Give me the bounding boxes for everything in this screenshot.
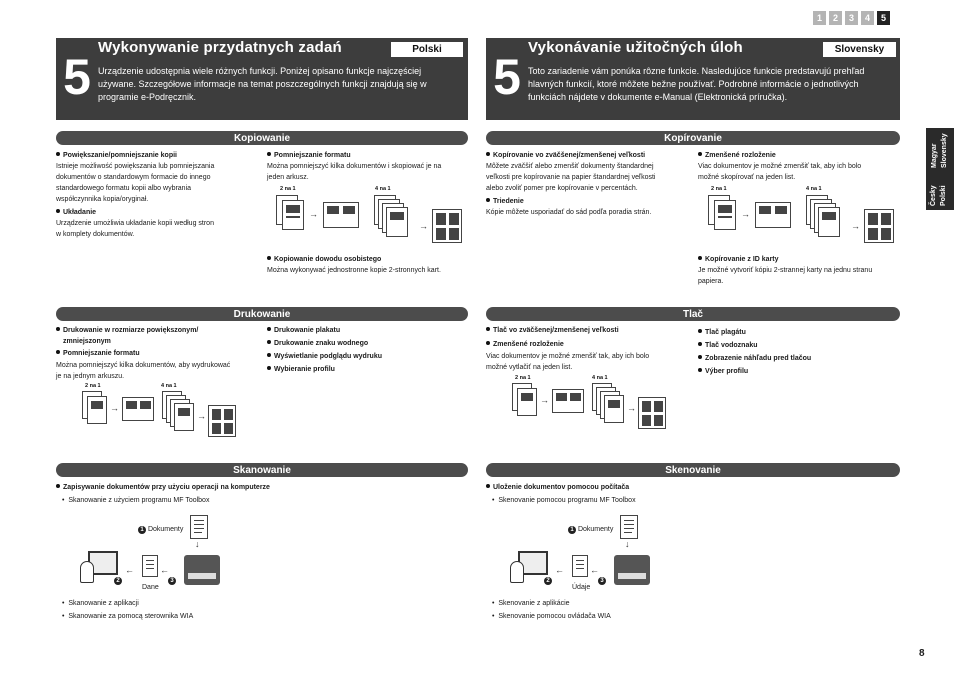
sk-scan-feature-1: Uloženie dokumentov pomocou počítača [486,482,629,493]
pl-copy-feature-4-desc: Można wykonywać jednostronne kopie 2-stronnych kart. [267,267,441,274]
pl-print-4in1-label: 4 na 1 [161,383,177,389]
pl-copy-feature-4: Kopiowanie dowodu osobistego [267,254,381,265]
sk-copy-feature-1-desc: Môžete zväčšiť alebo zmenšiť dokumenty štandardnej veľkosti pre kopírovanie na papier štandardnej veľkosti alebo zvoliť pomer pre kopírovanie v percentách. [486,163,656,192]
pl-copy-feature-2: Układanie [56,207,96,218]
pl-description: Urządzenie udostępnia wiele różnych funkcji. Poniżej opisano funkcje najczęściej używane. Szczegółowe informacje na temat poszczególnych funkcji znajdują się w programie e-Podręcznik. [98,66,427,102]
pl-scan-feature-1: Zapisywanie dokumentów przy użyciu operacji na komputerze [56,482,270,493]
pl-copy-feature-2-desc: Urządzenie umożliwia układanie kopii według stron w komplety dokumentów. [56,220,214,238]
pl-print-profile: Wybieranie profilu [267,364,382,375]
sk-scan-user-icon [510,561,524,583]
pl-copy-section-bar: Kopiowanie [56,131,468,145]
pl-copy-2in1-label: 2 na 1 [280,186,296,192]
pl-scan-document-icon [190,515,208,539]
sk-print-feature-2-desc: Viac dokumentov je možné zmenšiť tak, aby ich bolo možné vytlačiť na jeden list. [486,353,650,371]
pl-print-feature-1: Drukowanie w rozmiarze powiększonym/ zmniejszonym [56,325,198,347]
page-3-tab[interactable]: 3 [845,11,858,25]
language-side-tab [926,128,954,210]
pl-copy-4in1-label: 4 na 1 [375,186,391,192]
sk-scan-sub-2: • Skenovanie z aplikácie [492,600,570,607]
pl-print-preview: Wyświetlanie podglądu wydruku [267,351,382,362]
sk-step-number: 5 [493,49,521,105]
pl-copy-feature-1-desc: Istnieje możliwość powiększania lub pomniejszania dokumentów o standardowym formacie do innego standardowego formatu kopii albo wybrania współczynnika kopia/oryginał. [56,163,215,203]
sk-print-feature-list [698,327,811,377]
sk-title: Vykonávanie užitočných úloh [528,39,743,56]
sk-header [486,38,900,120]
page-number: 8 [919,648,925,659]
sk-print-poster: Tlač plagátu [698,327,811,338]
pl-scan-step-2: 2 [114,577,122,585]
sk-print-4in1-label: 4 na 1 [592,375,608,381]
sk-scan-printer-icon [614,555,650,585]
pl-scan-data-icon [142,555,158,577]
side-lang-hu-sk: Magyar Slovensky [931,133,948,168]
pl-scan-sub-1: • Skanowanie z użyciem programu MF Toolbox [62,497,210,504]
pl-print-feature-2-desc: Można pomniejszyć kilka dokumentów, aby wydrukować je na jednym arkuszu. [56,362,231,380]
pl-print-watermark: Drukowanie znaku wodnego [267,338,382,349]
sk-print-profile: Výber profilu [698,366,811,377]
pl-print-nup-illustration: → → [82,391,242,441]
sk-copy-feature-4-desc: Je možné vytvoriť kópiu 2-strannej karty na jednu stranu papiera. [698,267,873,285]
sk-print-watermark: Tlač vodoznaku [698,340,811,351]
pl-header [56,38,468,120]
sk-copy-section-bar: Kopírovanie [486,131,900,145]
pl-scan-illustration: 1 Dokumenty ↓ 2 ← Dane ← 3 [80,515,240,595]
pl-copy-feature-3: Pomniejszanie formatu [267,150,351,161]
pl-scan-user-icon [80,561,94,583]
pl-scan-documents-label: 1 Dokumenty [138,524,183,535]
sk-copy-feature-3: Zmenšené rozloženie [698,150,776,161]
sk-print-section-bar: Tlač [486,307,900,321]
sk-scan-section-bar: Skenovanie [486,463,900,477]
side-lang-cs-pl: Česky Polski [930,185,947,206]
sk-copy-feature-2: Triedenie [486,196,524,207]
pl-print-feature-2: Pomniejszanie formatu [56,348,140,359]
sk-scan-illustration: 1 Dokumenty ↓ 2 ← Údaje ← 3 [510,515,670,595]
sk-print-2in1-label: 2 na 1 [515,375,531,381]
sk-scan-data-icon [572,555,588,577]
page-1-tab[interactable]: 1 [813,11,826,25]
pl-print-poster: Drukowanie plakatu [267,325,382,336]
sk-copy-nup-illustration: → → [708,195,898,247]
pl-language-badge: Polski [391,42,463,57]
pl-print-2in1-label: 2 na 1 [85,383,101,389]
sk-copy-feature-2-desc: Kópie môžete usporiadať do sád podľa poradia strán. [486,209,652,216]
sk-scan-step-3: 3 [598,577,606,585]
sk-print-nup-illustration: → → [512,383,672,433]
sk-copy-feature-4: Kopírovanie z ID karty [698,254,779,265]
sk-copy-4in1-label: 4 na 1 [806,186,822,192]
pl-step-number: 5 [63,49,91,105]
sk-scan-step-2: 2 [544,577,552,585]
page-2-tab[interactable]: 2 [829,11,842,25]
sk-copy-feature-3-desc: Viac dokumentov je možné zmenšiť tak, aby ich bolo možné skopírovať na jeden list. [698,163,862,181]
sk-copy-2in1-label: 2 na 1 [711,186,727,192]
pl-copy-feature-3-desc: Można pomniejszyć kilka dokumentów i skopiować je na jeden arkusz. [267,163,442,181]
pl-title: Wykonywanie przydatnych zadań [98,39,342,56]
sk-print-feature-1: Tlač vo zväčšenej/zmenšenej veľkosti [486,325,619,336]
page-5-tab-current[interactable]: 5 [877,11,890,25]
sk-scan-documents-label: 1 Dokumenty [568,524,613,535]
sk-description: Toto zariadenie vám ponúka rôzne funkcie. Nasledujúce funkcie predstavujú prehľad hlavných funkcií, ktoré môžete bežne používať. Podrobné informácie o jednotlivých funkciách nájdete v dokumente e-Manual (Elektronická príručka). [528,66,865,102]
pl-scan-printer-icon [184,555,220,585]
sk-scan-sub-1: • Skenovanie pomocou programu MF Toolbox [492,497,636,504]
page-navigator [813,11,890,25]
pl-copy-nup-illustration: → → [276,195,466,247]
pl-scan-section-bar: Skanowanie [56,463,468,477]
page-4-tab[interactable]: 4 [861,11,874,25]
pl-copy-feature-1: Powiększanie/pomniejszanie kopii [56,150,177,161]
pl-print-feature-list [267,325,382,375]
sk-scan-document-icon [620,515,638,539]
pl-print-section-bar: Drukowanie [56,307,468,321]
sk-copy-feature-1: Kopírovanie vo zväčšenej/zmenšenej veľkosti [486,150,645,161]
pl-scan-data-label: Dane [142,584,159,591]
sk-scan-data-label: Údaje [572,584,591,591]
pl-scan-step-3: 3 [168,577,176,585]
sk-print-preview: Zobrazenie náhľadu pred tlačou [698,353,811,364]
pl-scan-sub-2: • Skanowanie z aplikacji [62,600,139,607]
sk-print-feature-2: Zmenšené rozloženie [486,339,564,350]
sk-scan-sub-3: • Skenovanie pomocou ovládača WIA [492,613,611,620]
pl-scan-sub-3: • Skanowanie za pomocą sterownika WIA [62,613,194,620]
sk-language-badge: Slovensky [823,42,896,57]
